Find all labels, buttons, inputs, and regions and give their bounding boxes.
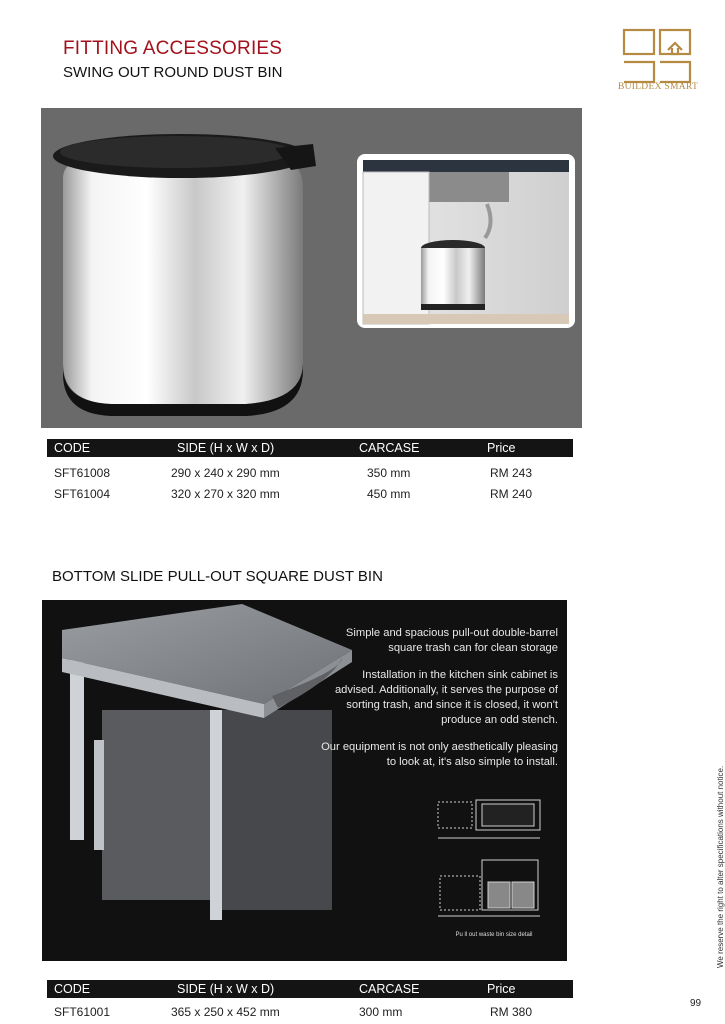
table1-header-code: CODE [54,441,91,455]
brand-name: BUILDEX SMART [617,82,699,92]
table-row [47,464,573,482]
brand-logo [620,24,696,104]
table2-header-side: SIDE (H x W x D) [177,982,275,996]
diagram-caption: Pu ll out waste bin size detail [455,932,533,938]
table1-header [47,439,573,457]
product-image-panel [41,108,582,428]
section-title: BOTTOM SLIDE PULL-OUT SQUARE DUST BIN [52,568,383,585]
size-detail-diagram [430,796,556,932]
carcase-cell: 300 mm [359,1005,403,1019]
price-cell: RM 243 [490,466,533,480]
code-cell: SFT61008 [54,466,111,480]
carcase-cell: 350 mm [367,466,411,480]
disclaimer-note: We reserve the right to alter specifications without notice. [716,765,725,968]
table-row [47,485,573,503]
description-paragraph: Our equipment is not only aesthetically pleasing to look at, it's also simple to install. [321,741,558,768]
code-cell: SFT61001 [54,1005,111,1019]
code-cell: SFT61004 [54,487,111,501]
table2-header-price: Price [487,982,516,996]
table1-header-carcase: CARCASE [359,441,420,455]
table1-header-price: Price [487,441,516,455]
size-cell: 365 x 250 x 452 mm [171,1005,280,1019]
product-description [318,626,558,782]
description-paragraph: Installation in the kitchen sink cabinet is advised. Additionally, it serves the purpose of sorting trash, and since it is closed, it won't produce an odd stench. [334,669,558,726]
table-row [47,1003,573,1021]
table1-header-side: SIDE (H x W x D) [177,441,275,455]
carcase-cell: 450 mm [367,487,411,501]
page-title: FITTING ACCESSORIES [63,38,283,59]
size-cell: 290 x 240 x 290 mm [171,466,280,480]
page-number: 99 [690,998,702,1009]
table2-header-carcase: CARCASE [359,982,420,996]
table2-header-code: CODE [54,982,91,996]
price-cell: RM 240 [490,487,533,501]
size-cell: 320 x 270 x 320 mm [171,487,280,501]
round-dust-bin-image [41,108,582,428]
description-paragraph: Simple and spacious pull-out double-barrel square trash can for clean storage [345,627,558,654]
price-cell: RM 380 [490,1005,533,1019]
page-subtitle: SWING OUT ROUND DUST BIN [63,64,283,81]
table2-header [47,980,573,998]
product-image-panel [42,600,567,961]
